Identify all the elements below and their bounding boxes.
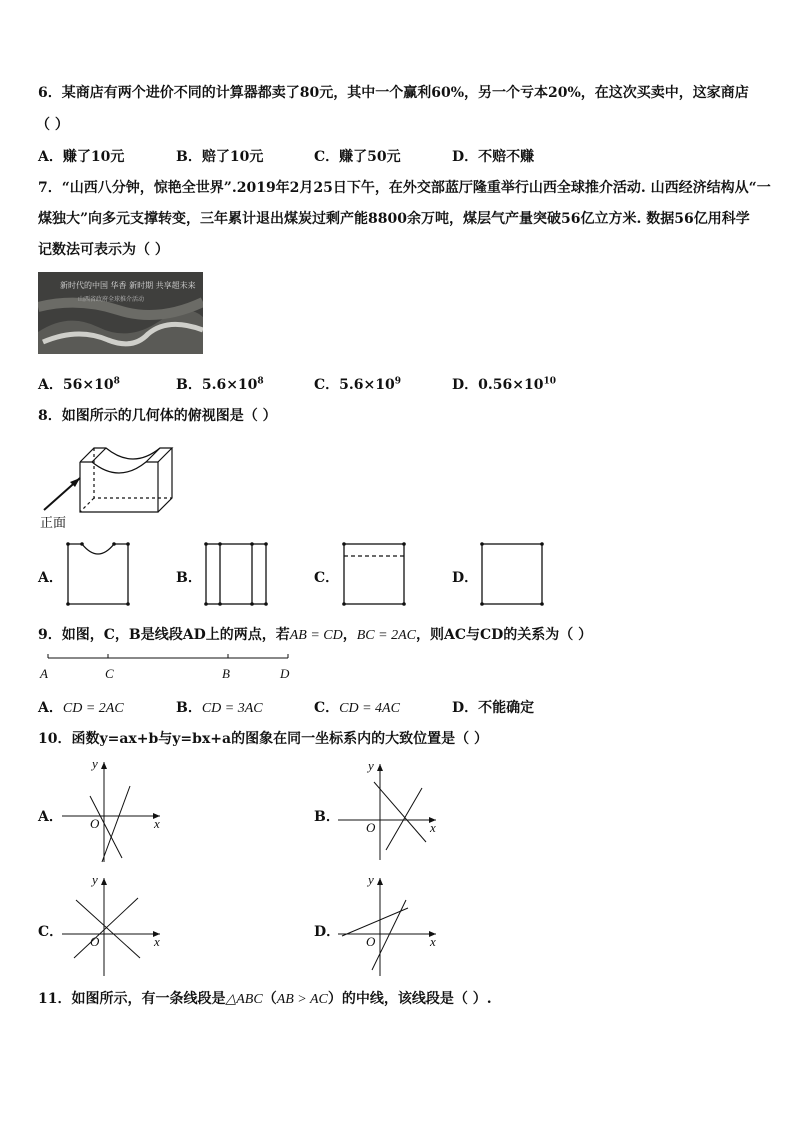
q8-option-a-figure [66, 542, 132, 608]
q6-stem-line2: （ ） [36, 117, 69, 133]
q10-graph-b [338, 760, 440, 864]
q7-option-c: C．$5.6\times 10^9$ [314, 376, 401, 393]
q9-point-a: A [40, 666, 48, 681]
q8-stem: 8．如图所示的几何体的俯视图是（ ） [38, 408, 277, 424]
q10-option-b-label: B． [314, 809, 340, 825]
q10-c-y-label: y [92, 872, 98, 887]
q10-c-x-label: x [154, 934, 160, 949]
q10-option-a-label: A． [38, 809, 63, 825]
q10-c-origin: O [90, 934, 100, 949]
q8-front-label: 正面 [40, 516, 67, 531]
q10-b-origin: O [366, 820, 376, 835]
q10-d-origin: O [366, 934, 376, 949]
q10-option-d-label: D． [314, 924, 341, 940]
q6-option-d: D．不赔不赚 [452, 149, 535, 165]
q9-option-d: D．不能确定 [452, 700, 535, 716]
q8-option-d-label: D． [452, 570, 479, 586]
q10-stem: 10．函数y=ax+b与y=bx+a的图象在同一坐标系内的大致位置是（ ） [38, 731, 488, 747]
q7-stem-line1: 7．“山西八分钟，惊艳全世界”.2019年2月25日下午，在外交部蓝厅隆重举行山西全球推介活动. 山西经济结构从“一 [38, 180, 771, 196]
q7-photo-caption1: 新时代的中国 华香 新时期 共享超未来 [60, 281, 196, 290]
q10-b-x-label: x [430, 820, 436, 835]
q10-graph-d [338, 872, 440, 978]
q9-option-b: B．CD = 3AC [176, 700, 263, 716]
q6-stem-line1: 6．某商店有两个进价不同的计算器都卖了80元，其中一个赢利60%，另一个亏本20%，在这次买卖中，这家商店 [38, 85, 749, 101]
q9-point-b: B [222, 666, 230, 681]
q10-graph-a [62, 758, 164, 866]
q10-d-x-label: x [430, 934, 436, 949]
q6-option-b: B．赔了10元 [176, 149, 264, 165]
q8-option-c-label: C． [314, 570, 340, 586]
q9-point-d: D [280, 666, 290, 681]
q9-stem: 9．如图，C，B是线段AD上的两点，若AB = CD，BC = 2AC，则AC与CD的关系为（ ） [38, 627, 593, 643]
q7-option-a: A．$56\times 10^8$ [38, 376, 120, 393]
q10-a-y-label: y [92, 756, 98, 771]
q9-point-c: C [105, 666, 114, 681]
q10-a-origin: O [90, 816, 100, 831]
q10-option-c-label: C． [38, 924, 64, 940]
q8-option-b-figure [204, 542, 270, 608]
q6-option-a: A．赚了10元 [38, 149, 125, 165]
q10-d-y-label: y [368, 872, 374, 887]
q9-option-c: C．CD = 4AC [314, 700, 400, 716]
q8-option-b-label: B． [176, 570, 202, 586]
q9-option-a: A．CD = 2AC [38, 700, 124, 716]
q6-option-c: C．赚了50元 [314, 149, 401, 165]
q7-stem-line2: 煤独大”向多元支撑转变，三年累计退出煤炭过剩产能8800余万吨，煤层气产量突破56亿立方米. 数据56亿用科学 [38, 211, 750, 227]
q7-photo-caption2: 山西省政府全球推介活动 [78, 296, 145, 303]
q10-a-x-label: x [154, 816, 160, 831]
q11-stem: 11．如图所示，有一条线段是△ABC（AB > AC）的中线，该线段是（ ）. [38, 991, 492, 1007]
q7-photo [38, 272, 203, 354]
q7-option-b: B．$5.6\times 10^8$ [176, 376, 264, 393]
q7-stem-line3: 记数法可表示为（ ） [38, 242, 169, 258]
q8-option-d-figure [480, 542, 546, 608]
q7-option-d: D．$0.56\times 10^{10}$ [452, 376, 556, 393]
q8-option-c-figure [342, 542, 408, 608]
q10-graph-c [62, 872, 164, 978]
q10-b-y-label: y [368, 758, 374, 773]
q8-option-a-label: A． [38, 570, 63, 586]
q9-segment-figure [40, 652, 300, 682]
